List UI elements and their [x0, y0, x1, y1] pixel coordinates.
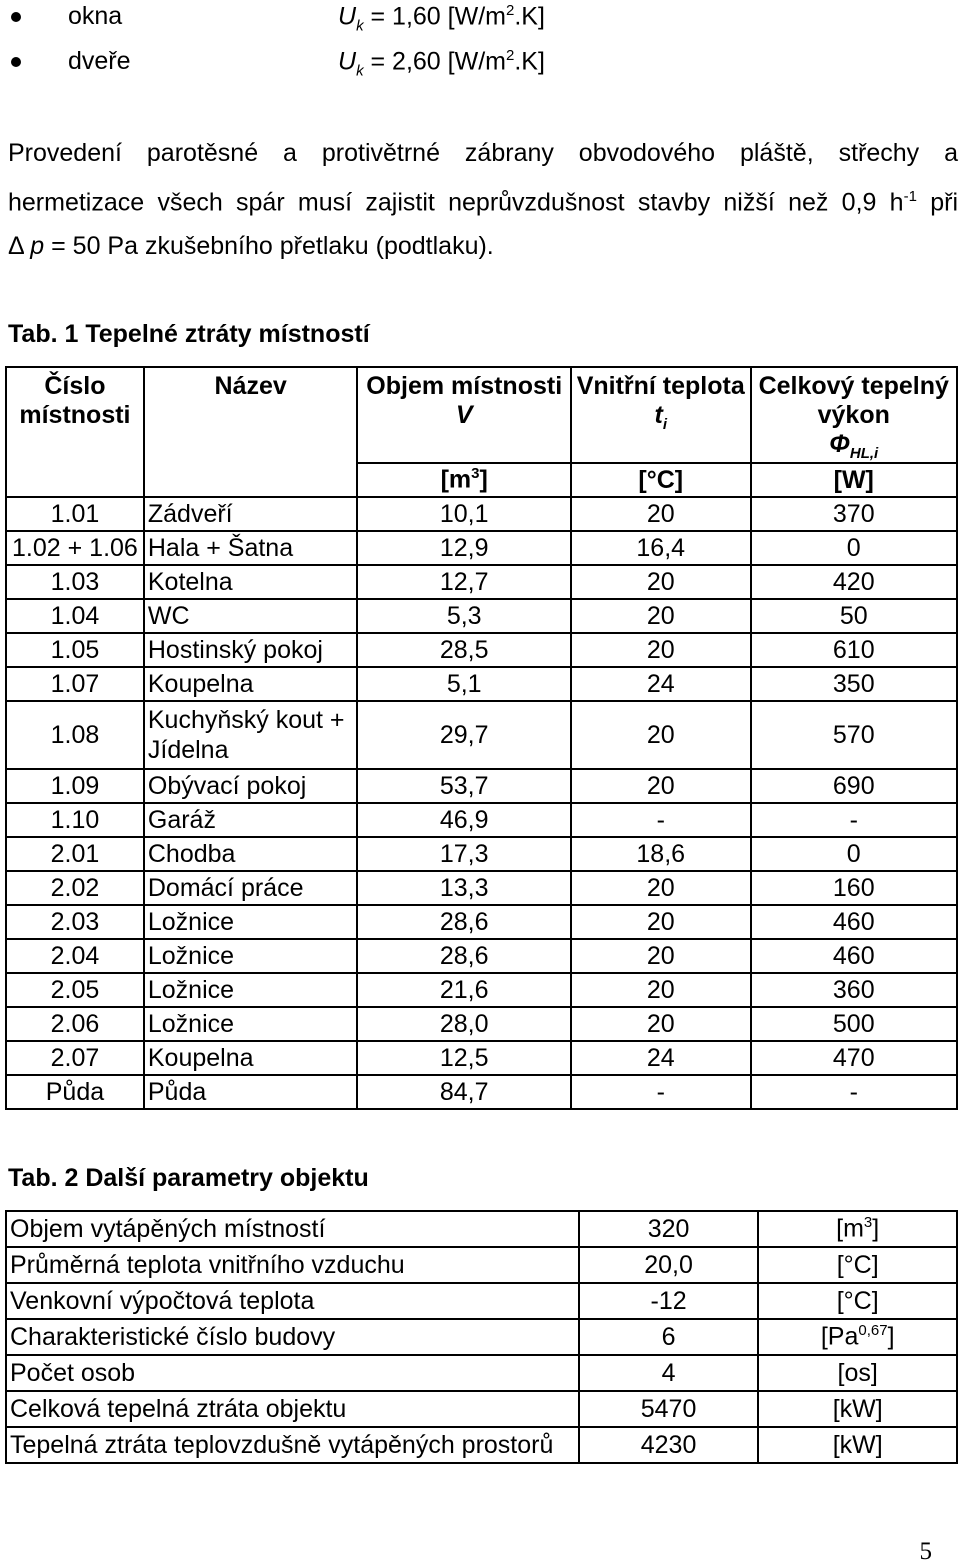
power-cell: 460	[751, 939, 958, 973]
table-row	[6, 939, 957, 973]
room-name-cell: Ložnice	[144, 973, 358, 1007]
volume-cell: 84,7	[357, 1075, 571, 1109]
parameter-unit: [kW]	[758, 1391, 957, 1427]
parameter-label: Počet osob	[6, 1355, 579, 1391]
volume-cell: 13,3	[357, 871, 571, 905]
parameter-label: Charakteristické číslo budovy	[6, 1319, 579, 1355]
power-cell: 610	[751, 633, 958, 667]
unit-temperature: [°C]	[571, 463, 751, 497]
volume-cell: 53,7	[357, 769, 571, 803]
room-number-cell: 1.04	[6, 599, 144, 633]
parameter-unit: [°C]	[758, 1247, 957, 1283]
parameter-value: 320	[579, 1211, 759, 1247]
room-number-cell: 2.02	[6, 871, 144, 905]
room-number-cell: 2.04	[6, 939, 144, 973]
power-cell: 690	[751, 769, 958, 803]
paragraph-line: hermetizace všech spár musí zajistit neprůvzdušnost stavby nižší než 0,9 $h^{-1}$ při	[8, 188, 958, 217]
temperature-cell: 20	[571, 939, 751, 973]
table-row	[6, 769, 957, 803]
parameter-unit: [kW]	[758, 1427, 957, 1463]
table-row	[6, 837, 957, 871]
parameter-value: 4230	[579, 1427, 759, 1463]
room-name-cell: Koupelna	[144, 667, 358, 701]
parameter-value: -12	[579, 1283, 759, 1319]
temperature-cell: 20	[571, 973, 751, 1007]
table-row	[6, 905, 957, 939]
temperature-cell: 18,6	[571, 837, 751, 871]
header-room-number: Číslo místnosti	[6, 367, 144, 497]
header-volume: Objem místnosti V	[357, 367, 571, 463]
temperature-cell: 24	[571, 667, 751, 701]
volume-cell: 21,6	[357, 973, 571, 1007]
table-row	[6, 497, 957, 531]
temperature-cell: -	[571, 1075, 751, 1109]
room-number-cell: 2.06	[6, 1007, 144, 1041]
temperature-cell: 20	[571, 905, 751, 939]
parameter-row	[6, 1391, 957, 1427]
table-row	[6, 599, 957, 633]
parameter-row	[6, 1247, 957, 1283]
room-name-cell: Garáž	[144, 803, 358, 837]
parameter-label: Průměrná teplota vnitřního vzduchu	[6, 1247, 579, 1283]
room-name-cell: Kuchyňský kout + Jídelna	[144, 701, 358, 769]
power-cell: 360	[751, 973, 958, 1007]
room-number-cell: 1.02 + 1.06	[6, 531, 144, 565]
temperature-cell: 20	[571, 633, 751, 667]
room-number-cell: 1.05	[6, 633, 144, 667]
room-name-cell: Zádveří	[144, 497, 358, 531]
volume-cell: 28,6	[357, 905, 571, 939]
table-row	[6, 871, 957, 905]
temperature-cell: 20	[571, 769, 751, 803]
parameter-label: Tepelná ztráta teplovzdušně vytápěných prostorů	[6, 1427, 579, 1463]
temperature-cell: 16,4	[571, 531, 751, 565]
power-cell: 0	[751, 531, 958, 565]
bullet-value: $U_k = 2,60$ $[W/m^2.K]$	[338, 47, 545, 80]
parameter-value: 6	[579, 1319, 759, 1355]
table-row	[6, 667, 957, 701]
temperature-cell: 20	[571, 565, 751, 599]
power-cell: 0	[751, 837, 958, 871]
volume-cell: 28,6	[357, 939, 571, 973]
room-name-cell: Domácí práce	[144, 871, 358, 905]
header-name: Název	[144, 367, 358, 497]
unit-power: [W]	[751, 463, 958, 497]
parameter-unit: [os]	[758, 1355, 957, 1391]
power-cell: -	[751, 1075, 958, 1109]
temperature-cell: 20	[571, 871, 751, 905]
volume-cell: 5,3	[357, 599, 571, 633]
room-name-cell: Kotelna	[144, 565, 358, 599]
temperature-cell: 20	[571, 599, 751, 633]
room-number-cell: 2.03	[6, 905, 144, 939]
volume-cell: 12,7	[357, 565, 571, 599]
power-cell: 160	[751, 871, 958, 905]
power-cell: 500	[751, 1007, 958, 1041]
table1-caption: Tab. 1 Tepelné ztráty místností	[8, 320, 370, 348]
parameter-row	[6, 1427, 957, 1463]
room-name-cell: Hostinský pokoj	[144, 633, 358, 667]
parameter-unit: $[m^3]$	[758, 1211, 957, 1247]
parameter-unit: [Pa$^{0,67}$]	[758, 1319, 957, 1355]
room-name-cell: Obývací pokoj	[144, 769, 358, 803]
temperature-cell: 20	[571, 1007, 751, 1041]
room-number-cell: 1.10	[6, 803, 144, 837]
room-number-cell: 1.08	[6, 701, 144, 769]
power-cell: 470	[751, 1041, 958, 1075]
parameter-value: 20,0	[579, 1247, 759, 1283]
room-number-cell: 1.09	[6, 769, 144, 803]
room-number-cell: 2.01	[6, 837, 144, 871]
room-name-cell: WC	[144, 599, 358, 633]
parameter-label: Objem vytápěných místností	[6, 1211, 579, 1247]
parameter-row	[6, 1319, 957, 1355]
room-name-cell: Hala + Šatna	[144, 531, 358, 565]
parameter-label: Venkovní výpočtová teplota	[6, 1283, 579, 1319]
table-row	[6, 701, 957, 769]
building-parameters-table	[5, 1210, 958, 1464]
volume-cell: 12,5	[357, 1041, 571, 1075]
parameter-row	[6, 1283, 957, 1319]
parameter-row	[6, 1211, 957, 1247]
paragraph-line: Δ p = 50 Pa zkušebního přetlaku (podtlaku).	[8, 232, 494, 261]
body-paragraph	[8, 131, 958, 268]
table-row	[6, 633, 957, 667]
room-name-cell: Koupelna	[144, 1041, 358, 1075]
power-cell: 370	[751, 497, 958, 531]
parameter-unit: [°C]	[758, 1283, 957, 1319]
page-number: 5	[919, 1538, 932, 1565]
temperature-cell: 24	[571, 1041, 751, 1075]
table-row	[6, 803, 957, 837]
room-name-cell: Ložnice	[144, 905, 358, 939]
volume-cell: 28,5	[357, 633, 571, 667]
power-cell: 50	[751, 599, 958, 633]
room-number-cell: Půda	[6, 1075, 144, 1109]
header-heat-output: Celkový tepelný výkon $\Phi_{HL,i}$	[751, 367, 958, 463]
room-name-cell: Ložnice	[144, 939, 358, 973]
bullet-label: okna	[68, 2, 123, 30]
table-row	[6, 531, 957, 565]
table-row	[6, 565, 957, 599]
power-cell: 420	[751, 565, 958, 599]
table-row	[6, 1007, 957, 1041]
parameter-label: Celková tepelná ztráta objektu	[6, 1391, 579, 1427]
power-cell: -	[751, 803, 958, 837]
volume-cell: 17,3	[357, 837, 571, 871]
temperature-cell: -	[571, 803, 751, 837]
volume-cell: 46,9	[357, 803, 571, 837]
power-cell: 350	[751, 667, 958, 701]
parameter-value: 4	[579, 1355, 759, 1391]
header-inner-temperature: Vnitřní teplota $t_i$	[571, 367, 751, 463]
power-cell: 460	[751, 905, 958, 939]
bullet-value: $U_k = 1,60$ $[W/m^2.K]$	[338, 2, 545, 35]
room-name-cell: Ložnice	[144, 1007, 358, 1041]
volume-cell: 12,9	[357, 531, 571, 565]
unit-volume: $[m^3]$	[357, 463, 571, 497]
table2-caption: Tab. 2 Další parametry objektu	[8, 1164, 369, 1192]
temperature-cell: 20	[571, 497, 751, 531]
power-cell: 570	[751, 701, 958, 769]
bullet-label: dveře	[68, 47, 131, 75]
volume-cell: 29,7	[357, 701, 571, 769]
volume-cell: 10,1	[357, 497, 571, 531]
parameter-value: 5470	[579, 1391, 759, 1427]
table-row	[6, 973, 957, 1007]
room-name-cell: Chodba	[144, 837, 358, 871]
room-number-cell: 1.01	[6, 497, 144, 531]
heat-loss-table	[5, 366, 958, 1110]
paragraph-line: Provedení parotěsné a protivětrné zábrany obvodového pláště, střechy a	[8, 139, 958, 167]
volume-cell: 5,1	[357, 667, 571, 701]
room-name-cell: Půda	[144, 1075, 358, 1109]
room-number-cell: 2.07	[6, 1041, 144, 1075]
bullet-dot	[11, 12, 21, 22]
room-number-cell: 1.07	[6, 667, 144, 701]
table-header-row	[6, 367, 957, 463]
table-row	[6, 1075, 957, 1109]
bullet-dot	[11, 57, 21, 67]
parameter-row	[6, 1355, 957, 1391]
volume-cell: 28,0	[357, 1007, 571, 1041]
room-number-cell: 1.03	[6, 565, 144, 599]
temperature-cell: 20	[571, 701, 751, 769]
table-row	[6, 1041, 957, 1075]
room-number-cell: 2.05	[6, 973, 144, 1007]
